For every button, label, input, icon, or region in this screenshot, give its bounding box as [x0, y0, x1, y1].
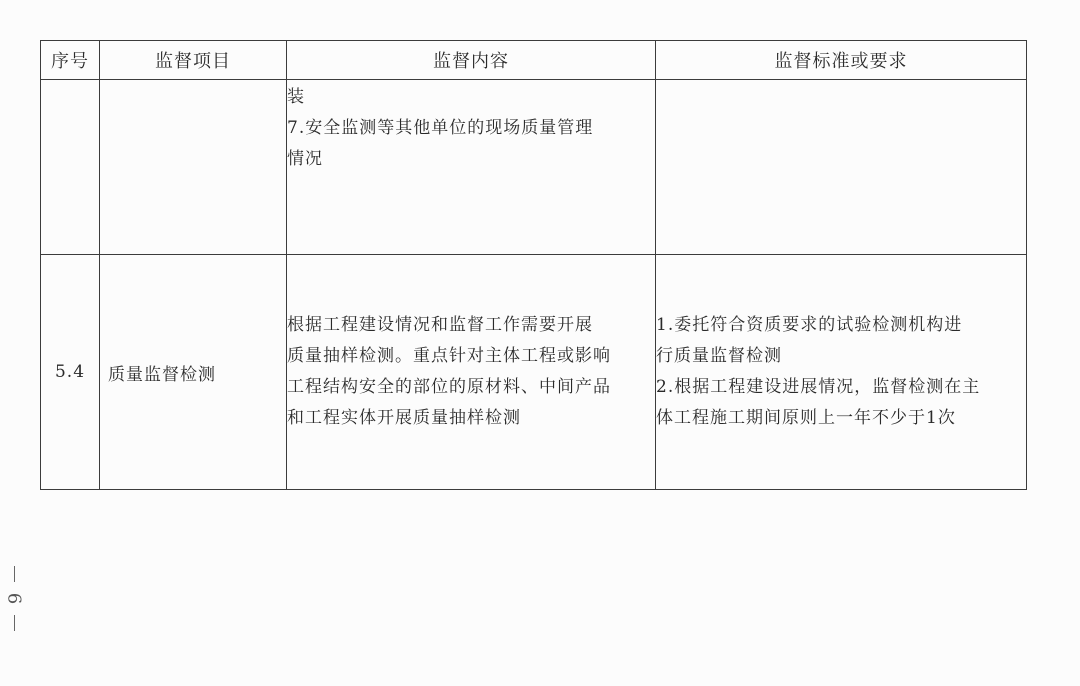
row-standard: [656, 80, 1027, 255]
content-line: 情况: [287, 149, 323, 169]
content-line: 根据工程建设情况和监督工作需要开展: [287, 315, 593, 335]
content-line: 7.安全监测等其他单位的现场质量管理: [287, 118, 594, 138]
page-number: [4, 566, 24, 646]
page-number-value: 6: [3, 592, 25, 605]
standard-line: 行质量监督检测: [656, 346, 782, 366]
row-number: [41, 80, 100, 255]
content-line: 和工程实体开展质量抽样检测: [287, 408, 521, 428]
header-number: 序号: [41, 41, 100, 80]
row-number: 5.4: [41, 255, 100, 490]
row-item: 质量监督检测: [100, 255, 287, 490]
standard-line: 1.委托符合资质要求的试验检测机构进: [656, 315, 963, 335]
content-line: 质量抽样检测。重点针对主体工程或影响: [287, 346, 611, 366]
table-header-row: [41, 41, 1027, 80]
content-line: 工程结构安全的部位的原材料、中间产品: [287, 377, 611, 397]
header-content: 监督内容: [287, 41, 656, 80]
table-row: [41, 255, 1027, 490]
header-item: 监督项目: [100, 41, 287, 80]
content-line: 装: [287, 87, 305, 107]
row-content: [287, 255, 656, 490]
row-item: [100, 80, 287, 255]
page-number-dash: [14, 615, 15, 631]
header-standard: 监督标准或要求: [656, 41, 1027, 80]
standard-line: 体工程施工期间原则上一年不少于1次: [656, 408, 956, 428]
page-number-dash: [14, 566, 15, 582]
standard-line: 2.根据工程建设进展情况，监督检测在主: [656, 377, 981, 397]
row-standard: [656, 255, 1027, 490]
table-row: [41, 80, 1027, 255]
supervision-table: [40, 40, 1027, 490]
row-content: [287, 80, 656, 255]
